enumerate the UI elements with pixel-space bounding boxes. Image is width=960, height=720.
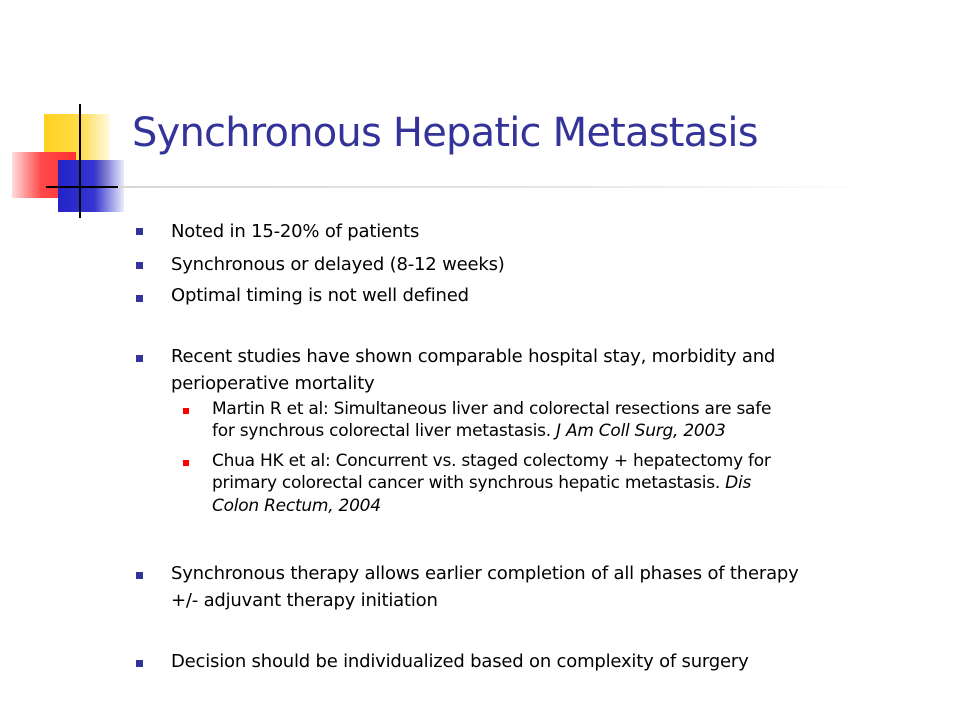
bullet-marker [136, 262, 143, 269]
sub-bullet-text-line1: Chua HK et al: Concurrent vs. staged colectomy + hepatectomy for [212, 451, 771, 471]
bullet-text-line1: Recent studies have shown comparable hospital stay, morbidity and [171, 346, 776, 367]
sub-bullet-marker [183, 460, 189, 466]
bullet-text: Decision should be individualized based on complexity of surgery [171, 651, 749, 672]
sub-bullet-text: primary colorectal cancer with synchrous hepatic metastasis. [212, 473, 726, 493]
bullet-text-line1: Synchronous therapy allows earlier completion of all phases of therapy [171, 563, 799, 584]
citation: Dis [725, 473, 752, 493]
slide-title: Synchronous Hepatic Metastasis [132, 110, 758, 156]
bullet-marker [136, 295, 143, 302]
bullet-marker [136, 355, 143, 362]
sub-bullet-text-line2 [212, 422, 726, 441]
decorative-vertical-line [79, 104, 81, 218]
title-underline-rule [118, 186, 878, 188]
sub-bullet-marker [183, 408, 189, 414]
bullet-text: Synchronous or delayed (8-12 weeks) [171, 254, 505, 275]
sub-bullet-text-line2 [212, 474, 751, 493]
bullet-marker [136, 572, 143, 579]
citation: J Am Coll Surg, 2003 [556, 421, 726, 441]
bullet-text: Noted in 15-20% of patients [171, 221, 420, 242]
bullet-text-line2: perioperative mortality [171, 373, 375, 394]
bullet-marker [136, 228, 143, 235]
sub-bullet-text-line1: Martin R et al: Simultaneous liver and colorectal resections are safe [212, 399, 772, 419]
sub-bullet-text: for synchrous colorectal liver metastasis. [212, 421, 557, 441]
bullet-marker [136, 660, 143, 667]
citation-line3: Colon Rectum, 2004 [212, 496, 381, 516]
bullet-text-line2: +/- adjuvant therapy initiation [171, 590, 438, 611]
bullet-text: Optimal timing is not well defined [171, 285, 469, 306]
